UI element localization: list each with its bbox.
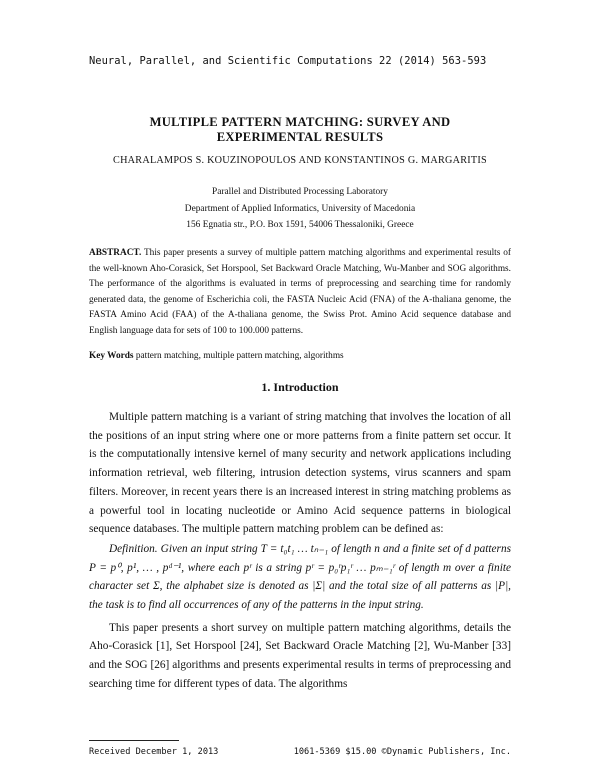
paper-title [89, 115, 511, 145]
copyright-notice: 1061-5369 $15.00 ©Dynamic Publishers, Inc. [293, 747, 511, 757]
journal-header: Neural, Parallel, and Scientific Computations 22 (2014) 563-593 [89, 55, 487, 67]
authors: CHARALAMPOS S. KOUZINOPOULOS AND KONSTANTINOS G. MARGARITIS [113, 155, 487, 166]
affiliation-line-1: Parallel and Distributed Processing Laboratory [212, 187, 388, 197]
section-heading: 1. Introduction [261, 380, 339, 394]
paragraph-intro: Multiple pattern matching is a variant of string matching that involves the location of all the positions of an input string where one or more patterns from a finite pattern set occur. It is the computationally intensive kernel of many security and network applications including information retrieval, web filtering, intrusion detection systems, virus scanners and spam filters. Moreover, in recent years there is an increased interest in string matching problems as a powerful tool in locating nucleotide or Amino Acid sequence patterns in biological sequence databases. The multiple pattern matching problem can be defined as: [89, 411, 511, 536]
definition-text: Given an input string T = t₀t₁ … tₙ₋₁ of length n and a finite set of d patterns P = p⁰, p¹, … , pᵈ⁻¹, where each pʳ is a string pʳ = p₀ʳp₁ʳ … pₘ₋₁ʳ of length m over a finite character set Σ, the alphabet size is denoted as |Σ| and the total size of all patterns as |P|, the task is to find all occurrences of any of the patterns in the input string. [89, 542, 511, 612]
affiliation-line-3: 156 Egnatia str., P.O. Box 1591, 54006 Thessaloniki, Greece [186, 220, 414, 230]
paragraph-survey: This paper presents a short survey on multiple pattern matching algorithms, details the Aho-Corasick [1], Set Horspool [24], Set Backward Oracle Matching [2], Wu-Manber [33] and the SOG [26] algorithms and presents experimental results in terms of preprocessing and searching time for different types of data. The algorithms [89, 621, 511, 690]
abstract [89, 246, 511, 339]
keywords-label: Key Words [89, 351, 134, 361]
received-date: Received December 1, 2013 [89, 747, 219, 757]
abstract-text: This paper presents a survey of multiple pattern matching algorithms and experimental results of the well-known Aho-Corasick, Set Horspool, Set Backward Oracle Matching, Wu-Manber and SOG algorithms. The performance of the algorithms is evaluated in terms of preprocessing and searching time for randomly generated data, the genome of Escherichia coli, the FASTA Nucleic Acid (FNA) of the A-thaliana genome, the FASTA Amino Acid (FAA) of the A-thaliana genome, the Swiss Prot. Amino Acid sequence database and English language data for sets of 100 to 100.000 patterns. [89, 248, 512, 336]
body-text [89, 408, 511, 694]
keywords [89, 351, 511, 361]
definition-paragraph [89, 540, 511, 615]
affiliation [89, 184, 511, 234]
footnote-divider [89, 740, 179, 741]
affiliation-line-2: Department of Applied Informatics, University of Macedonia [184, 203, 416, 214]
title-line-1: MULTIPLE PATTERN MATCHING: SURVEY AND [149, 115, 451, 129]
abstract-label: ABSTRACT. [89, 248, 142, 258]
title-line-2: EXPERIMENTAL RESULTS [216, 130, 384, 144]
keywords-text: pattern matching, multiple pattern matching, algorithms [135, 351, 344, 361]
definition-label: Definition. [109, 542, 158, 555]
